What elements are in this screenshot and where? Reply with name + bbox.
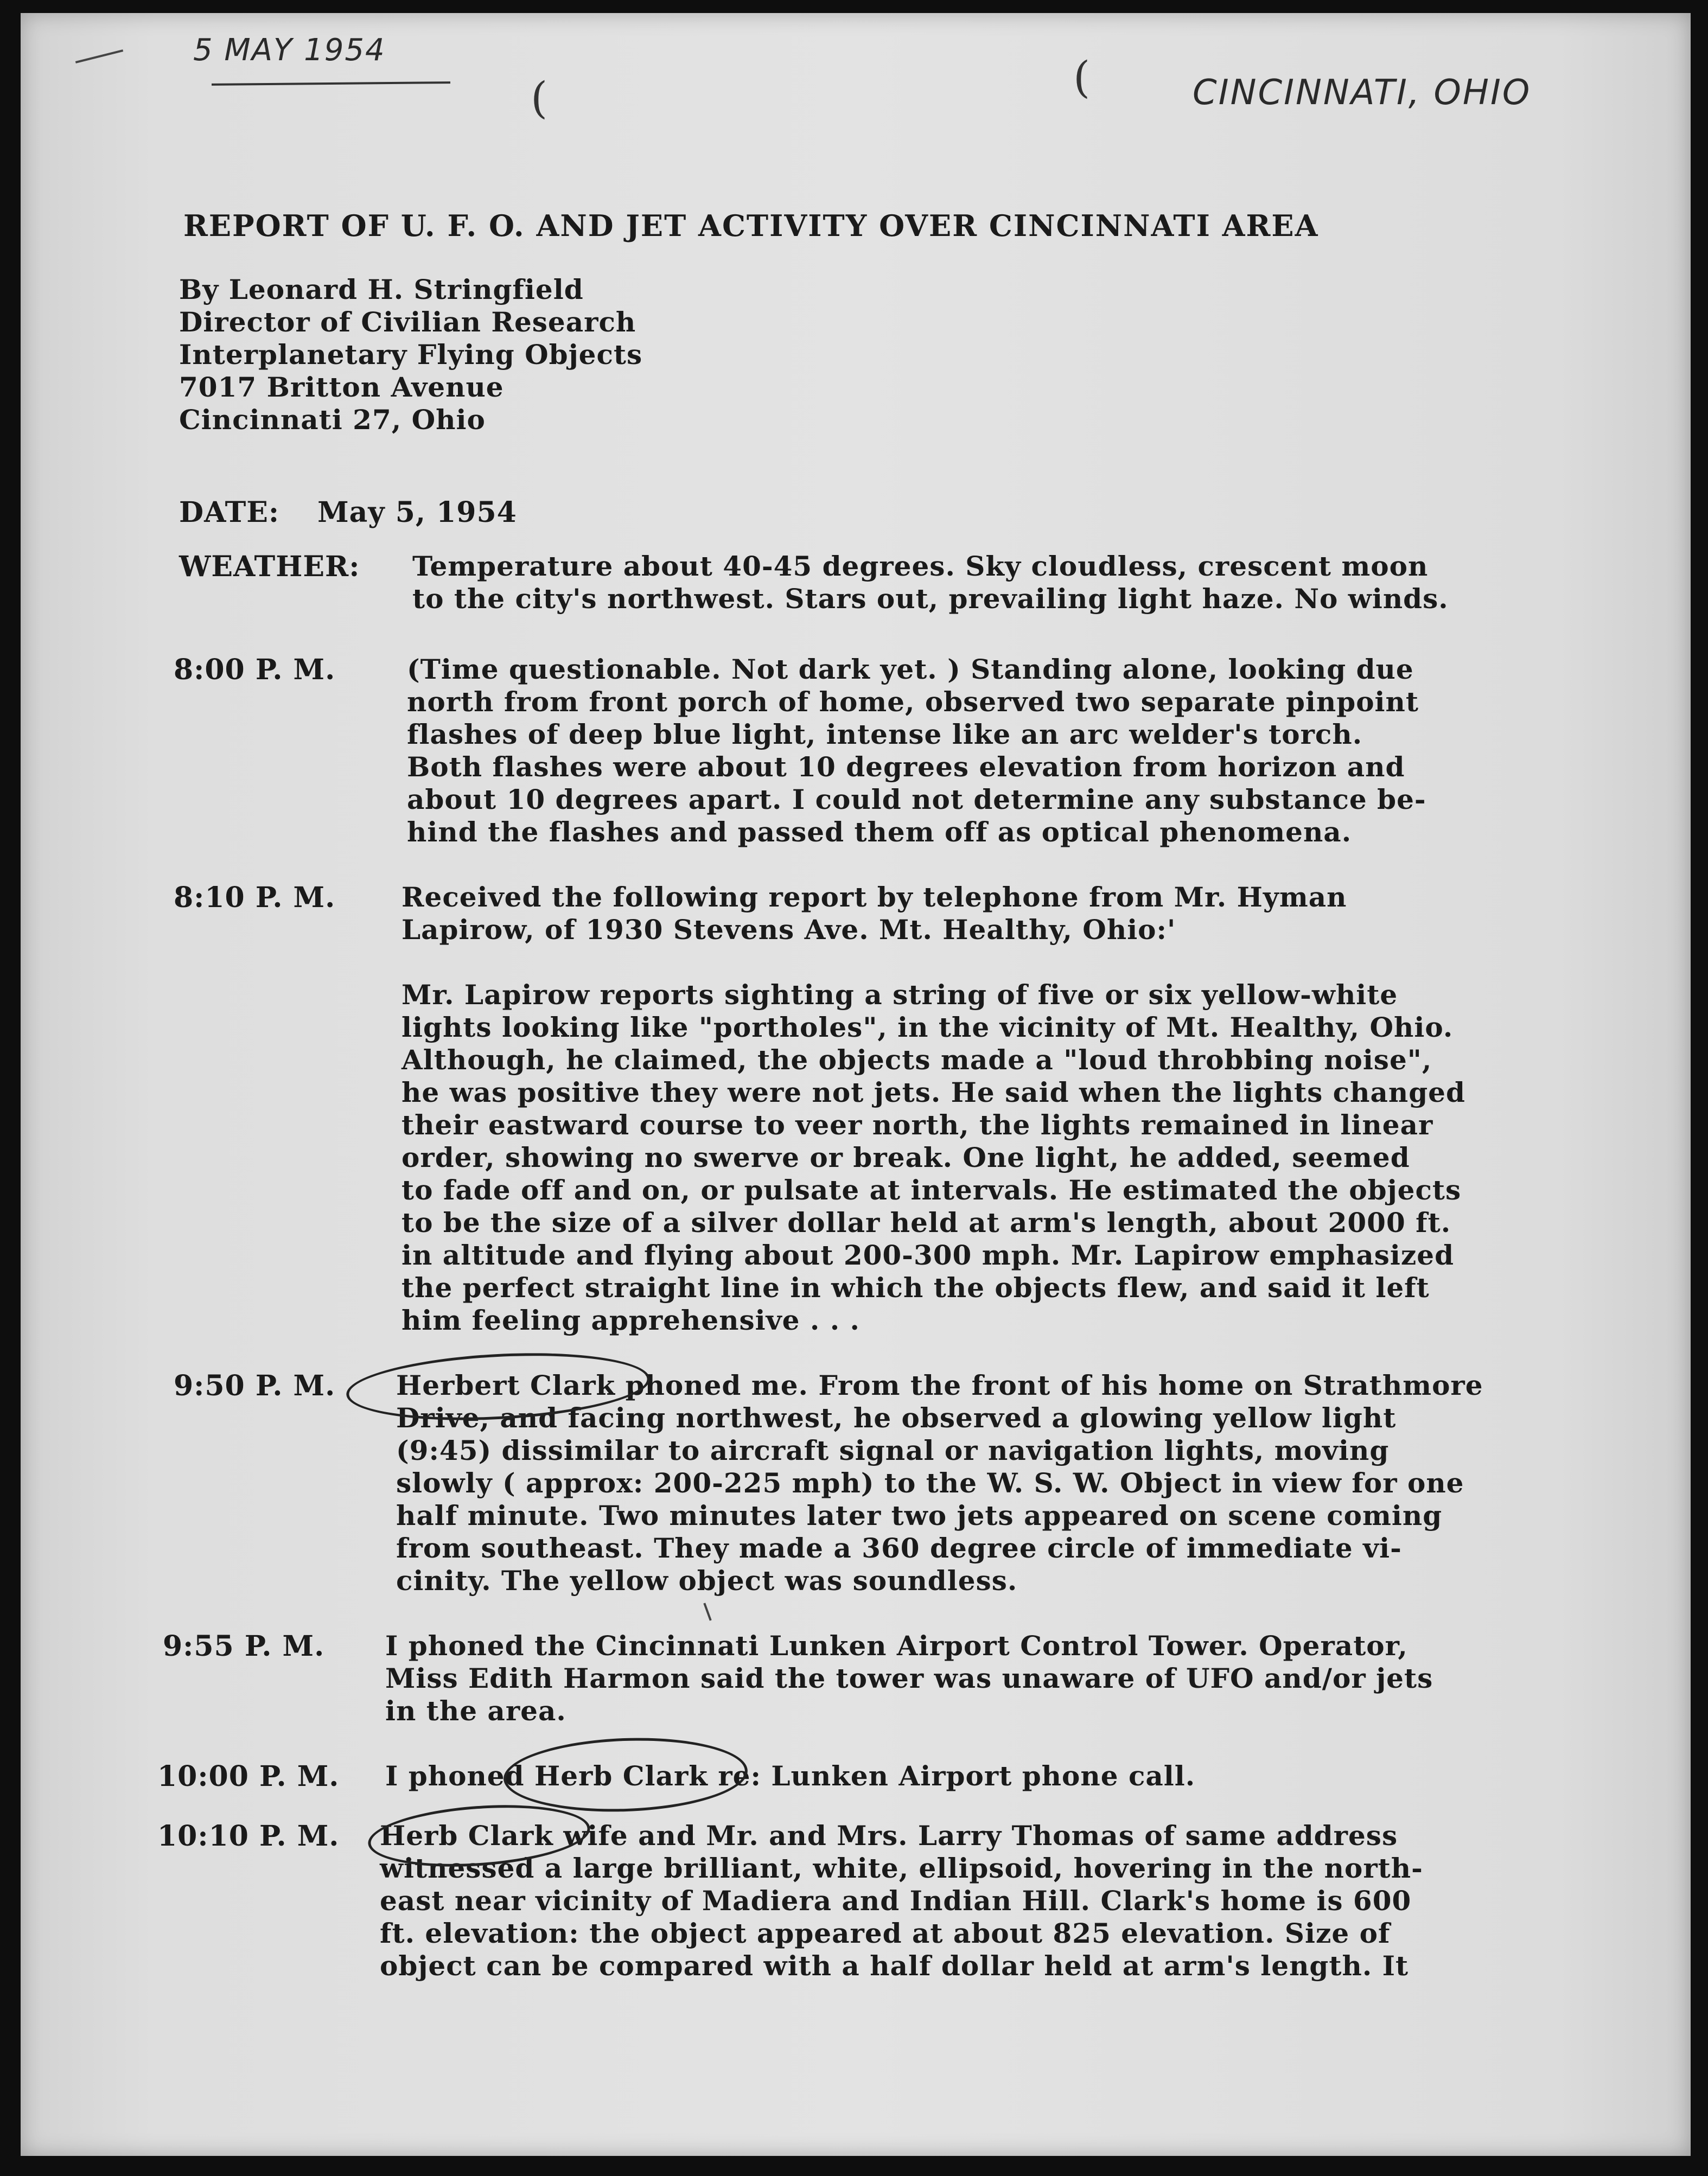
document-content bbox=[21, 13, 1691, 2156]
entry-line: Received the following report by telephone from Mr. Hyman bbox=[401, 881, 1347, 913]
handwritten-paren-mark: ( bbox=[1073, 52, 1091, 103]
entry-time: 8:00 P. M. bbox=[174, 653, 336, 686]
author-organization: Interplanetary Flying Objects bbox=[179, 339, 643, 371]
author-street: 7017 Britton Avenue bbox=[179, 371, 504, 403]
entry-time: 10:00 P. M. bbox=[157, 1760, 340, 1793]
entry-line: I phoned Herb Clark re: Lunken Airport phone call. bbox=[385, 1760, 1196, 1792]
entry-line: Herb Clark wife and Mr. and Mrs. Larry Thomas of same address bbox=[380, 1820, 1398, 1852]
entry-line: order, showing no swerve or break. One light, he added, seemed bbox=[401, 1141, 1410, 1173]
entry-line: Both flashes were about 10 degrees elevation from horizon and bbox=[407, 751, 1405, 783]
entry-line: hind the flashes and passed them off as optical phenomena. bbox=[407, 816, 1352, 848]
entry-line: Temperature about 40-45 degrees. Sky cloudless, crescent moon bbox=[412, 550, 1429, 582]
date-label: DATE: bbox=[179, 496, 280, 529]
entry-time: WEATHER: bbox=[179, 550, 360, 583]
entry-line: the perfect straight line in which the objects flew, and said it left bbox=[401, 1272, 1430, 1304]
entry-line: in the area. bbox=[385, 1695, 566, 1727]
entry-line: Lapirow, of 1930 Stevens Ave. Mt. Healthy, Ohio:' bbox=[401, 914, 1176, 946]
entry-line: about 10 degrees apart. I could not determine any substance be- bbox=[407, 783, 1426, 815]
entry-line: Miss Edith Harmon said the tower was unaware of UFO and/or jets bbox=[385, 1662, 1433, 1694]
entry-line: half minute. Two minutes later two jets appeared on scene coming bbox=[396, 1499, 1443, 1532]
author-position: Director of Civilian Research bbox=[179, 306, 636, 338]
entry-line: their eastward course to veer north, the lights remained in linear bbox=[401, 1109, 1433, 1141]
entry-body bbox=[401, 881, 1465, 1337]
entry-line: flashes of deep blue light, intense like an arc welder's torch. bbox=[407, 718, 1363, 750]
entry-line: I phoned the Cincinnati Lunken Airport Control Tower. Operator, bbox=[385, 1630, 1408, 1662]
handwritten-city-note: CINCINNATI, OHIO bbox=[1193, 73, 1532, 113]
entry-line: from southeast. They made a 360 degree circle of immediate vi- bbox=[396, 1532, 1402, 1564]
date-value: May 5, 1954 bbox=[317, 496, 517, 529]
paragraph-gap bbox=[401, 946, 1465, 979]
entry-line: Although, he claimed, the objects made a "loud throbbing noise", bbox=[401, 1044, 1432, 1076]
entry-line: east near vicinity of Madiera and Indian Hill. Clark's home is 600 bbox=[380, 1885, 1412, 1917]
entry-line: ft. elevation: the object appeared at about 825 elevation. Size of bbox=[380, 1917, 1391, 1949]
entry-time: 9:50 P. M. bbox=[174, 1369, 336, 1402]
entry-line: north from front porch of home, observed two separate pinpoint bbox=[407, 686, 1419, 718]
report-date bbox=[179, 496, 517, 529]
handwritten-underline bbox=[212, 81, 450, 86]
entry-line: to fade off and on, or pulsate at intervals. He estimated the objects bbox=[401, 1174, 1462, 1206]
handwritten-circle bbox=[502, 1734, 749, 1816]
entry-line: lights looking like "portholes", in the vicinity of Mt. Healthy, Ohio. bbox=[401, 1011, 1454, 1043]
entry-time: 9:55 P. M. bbox=[163, 1630, 325, 1663]
entry-body bbox=[407, 653, 1426, 848]
entry-line: he was positive they were not jets. He said when the lights changed bbox=[401, 1076, 1465, 1108]
entry-body bbox=[412, 550, 1449, 615]
entry-line: Herbert Clark phoned me. From the front of his home on Strathmore bbox=[396, 1369, 1483, 1401]
entry-time: 8:10 P. M. bbox=[174, 881, 336, 914]
entry-line: object can be compared with a half dollar held at arm's length. It bbox=[380, 1950, 1409, 1982]
entry-line: witnessed a large brilliant, white, ellipsoid, hovering in the north- bbox=[380, 1852, 1423, 1884]
entry-line: Drive, and facing northwest, he observed a glowing yellow light bbox=[396, 1402, 1397, 1434]
handwritten-mark bbox=[75, 49, 123, 63]
handwritten-mark bbox=[703, 1603, 711, 1620]
entry-line: (Time questionable. Not dark yet. ) Standing alone, looking due bbox=[407, 653, 1414, 685]
entry-body bbox=[385, 1630, 1433, 1727]
author-block bbox=[179, 273, 642, 436]
author-city: Cincinnati 27, Ohio bbox=[179, 404, 486, 436]
entry-line: him feeling apprehensive . . . bbox=[401, 1304, 860, 1336]
entry-line: (9:45) dissimilar to aircraft signal or navigation lights, moving bbox=[396, 1434, 1390, 1466]
entry-line: Mr. Lapirow reports sighting a string of five or six yellow-white bbox=[401, 979, 1398, 1011]
entry-line: cinity. The yellow object was soundless. bbox=[396, 1565, 1018, 1597]
entry-line: in altitude and flying about 200-300 mph. Mr. Lapirow emphasized bbox=[401, 1239, 1455, 1271]
entry-line: to be the size of a silver dollar held at arm's length, about 2000 ft. bbox=[401, 1207, 1451, 1239]
entry-line: slowly ( approx: 200-225 mph) to the W. S. W. Object in view for one bbox=[396, 1467, 1464, 1499]
entry-time: 10:10 P. M. bbox=[157, 1820, 340, 1853]
entry-line: to the city's northwest. Stars out, prevailing light haze. No winds. bbox=[412, 583, 1449, 615]
author-byline: By Leonard H. Stringfield bbox=[179, 273, 584, 305]
handwritten-date-stamp: 5 MAY 1954 bbox=[193, 33, 386, 68]
report-title: REPORT OF U. F. O. AND JET ACTIVITY OVER CINCINNATI AREA bbox=[183, 208, 1319, 243]
handwritten-paren-mark: ( bbox=[531, 73, 548, 123]
document-page bbox=[21, 13, 1691, 2156]
